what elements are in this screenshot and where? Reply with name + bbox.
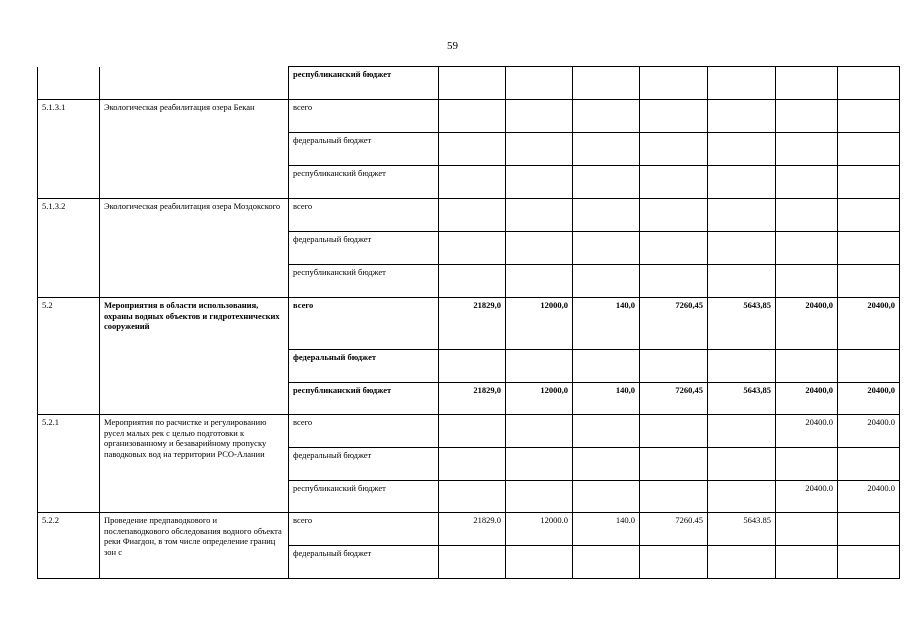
value-cell [439,100,506,133]
funding-source: всего [289,513,439,546]
value-cell: 21829,0 [439,383,506,415]
value-cell: 5643,85 [708,298,776,350]
value-cell [776,513,838,546]
value-cell [708,546,776,579]
value-cell: 12000,0 [506,383,573,415]
row-code [38,67,100,100]
value-cell [776,546,838,579]
value-cell: 140,0 [573,383,640,415]
value-cell [573,133,640,166]
value-cell [776,67,838,100]
value-cell [776,100,838,133]
value-cell [776,448,838,481]
value-cell [838,513,900,546]
value-cell [838,199,900,232]
funding-source: республиканский бюджет [289,481,439,513]
value-cell [708,133,776,166]
row-name: Мероприятия по расчистке и регулированию русел малых рек с целью подготовки к организованному и безаварийному пропуску паводковых вод на территории РСО-Алании [100,415,289,513]
value-cell [640,199,708,232]
value-cell [708,350,776,383]
value-cell [506,199,573,232]
value-cell [838,265,900,298]
value-cell [708,265,776,298]
value-cell: 140,0 [573,298,640,350]
value-cell [708,100,776,133]
value-cell [506,415,573,448]
value-cell: 5643.85 [708,513,776,546]
value-cell: 7260,45 [640,383,708,415]
value-cell [776,166,838,199]
value-cell [640,350,708,383]
value-cell [640,448,708,481]
value-cell [640,546,708,579]
table-row [38,513,900,546]
value-cell [506,133,573,166]
value-cell [776,133,838,166]
table-row [38,415,900,448]
funding-source: федеральный бюджет [289,448,439,481]
value-cell [439,546,506,579]
value-cell [838,350,900,383]
value-cell [439,199,506,232]
value-cell: 20400,0 [838,383,900,415]
page-number: 59 [447,40,458,52]
value-cell [439,265,506,298]
budget-table [37,66,900,579]
funding-source: федеральный бюджет [289,133,439,166]
value-cell [708,481,776,513]
funding-source: всего [289,100,439,133]
row-code: 5.1.3.2 [38,199,100,298]
value-cell [640,166,708,199]
funding-source: всего [289,415,439,448]
value-cell [838,546,900,579]
value-cell [708,199,776,232]
funding-source: федеральный бюджет [289,232,439,265]
value-cell: 5643,85 [708,383,776,415]
value-cell: 20400.0 [838,481,900,513]
value-cell [439,481,506,513]
value-cell [506,232,573,265]
value-cell [838,67,900,100]
value-cell [506,350,573,383]
value-cell [573,232,640,265]
table-row [38,298,900,350]
value-cell [708,415,776,448]
value-cell [506,100,573,133]
value-cell [708,232,776,265]
funding-source: федеральный бюджет [289,350,439,383]
table-row [38,199,900,232]
value-cell: 12000.0 [506,513,573,546]
table-row [38,67,900,100]
row-name: Экологическая реабилитация озера Бекан [100,100,289,199]
value-cell [506,67,573,100]
value-cell [776,232,838,265]
row-name: Экологическая реабилитация озера Моздокского [100,199,289,298]
value-cell [838,448,900,481]
value-cell [573,415,640,448]
value-cell [708,166,776,199]
value-cell [573,100,640,133]
value-cell [640,415,708,448]
value-cell: 20400.0 [776,481,838,513]
value-cell [640,265,708,298]
funding-source: всего [289,298,439,350]
funding-source: федеральный бюджет [289,546,439,579]
value-cell [838,166,900,199]
value-cell: 20400.0 [776,415,838,448]
value-cell: 21829,0 [439,298,506,350]
value-cell [506,546,573,579]
value-cell [573,67,640,100]
value-cell [439,350,506,383]
value-cell [439,133,506,166]
funding-source: республиканский бюджет [289,67,439,100]
value-cell: 20400,0 [776,383,838,415]
row-name [100,67,289,100]
value-cell [640,67,708,100]
row-code: 5.2 [38,298,100,415]
value-cell [708,67,776,100]
value-cell [573,199,640,232]
value-cell [838,133,900,166]
value-cell [506,481,573,513]
value-cell: 7260,45 [640,298,708,350]
value-cell: 20400,0 [838,298,900,350]
value-cell [776,350,838,383]
row-code: 5.2.1 [38,415,100,513]
value-cell [439,67,506,100]
row-code: 5.2.2 [38,513,100,579]
funding-source: республиканский бюджет [289,265,439,298]
row-code: 5.1.3.1 [38,100,100,199]
value-cell: 140.0 [573,513,640,546]
row-name: Мероприятия в области использования, охраны водных объектов и гидротехнических сооружений [100,298,289,415]
value-cell [439,448,506,481]
value-cell [573,481,640,513]
value-cell [506,448,573,481]
value-cell [573,350,640,383]
value-cell: 7260.45 [640,513,708,546]
value-cell [838,232,900,265]
value-cell [506,265,573,298]
row-name: Проведение предпаводкового и послепаводкового обследования водного объекта реки Фиагдон, в том числе определение границ зон с [100,513,289,579]
funding-source: республиканский бюджет [289,383,439,415]
funding-source: республиканский бюджет [289,166,439,199]
value-cell [838,100,900,133]
value-cell [506,166,573,199]
funding-source: всего [289,199,439,232]
value-cell [573,166,640,199]
value-cell [573,546,640,579]
value-cell [708,448,776,481]
value-cell [640,481,708,513]
value-cell: 20400.0 [838,415,900,448]
value-cell: 21829.0 [439,513,506,546]
value-cell: 12000,0 [506,298,573,350]
value-cell [776,199,838,232]
value-cell [640,133,708,166]
value-cell [439,415,506,448]
value-cell [573,448,640,481]
value-cell: 20400,0 [776,298,838,350]
value-cell [439,232,506,265]
table-row [38,100,900,133]
value-cell [640,100,708,133]
value-cell [640,232,708,265]
value-cell [776,265,838,298]
value-cell [439,166,506,199]
value-cell [573,265,640,298]
